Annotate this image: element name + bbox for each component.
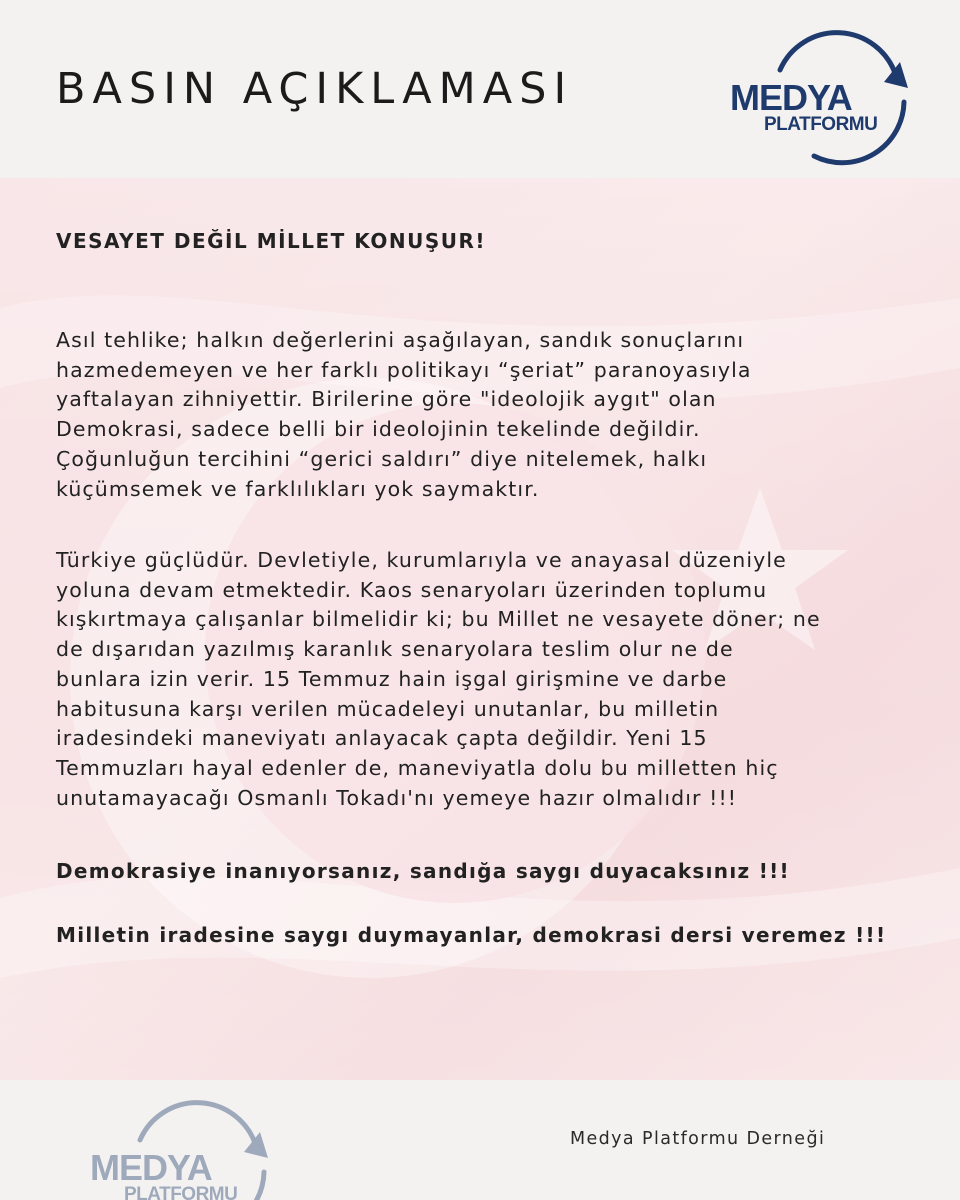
- press-release-body: [56, 226, 916, 947]
- organization-name: Medya Platformu Derneği: [570, 1129, 826, 1149]
- paragraph-line: Çoğunluğun tercihini “gerici saldırı” diye nitelemek, halkı: [56, 446, 708, 471]
- paragraph-line: kışkırtmaya çalışanlar bilmelidir ki; bu Millet ne vesayete döner; ne: [56, 607, 821, 632]
- statement-national-will: Milletin iradesine saygı duymayanlar, demokrasi dersi veremez !!!: [56, 923, 887, 947]
- paragraph-1: [56, 326, 916, 504]
- paragraph-line: Türkiye güçlüdür. Devletiyle, kurumlarıyla ve anayasal düzeniyle: [56, 548, 787, 572]
- circular-arrow-icon: [722, 30, 918, 170]
- footer-logo-line1: MEDYA: [90, 1147, 212, 1188]
- footer-logo-line2: PLATFORMU: [124, 1184, 238, 1200]
- medya-platformu-logo: [722, 30, 918, 170]
- paragraph-line: bunlara izin verir. 15 Temmuz hain işgal girişmine ve darbe: [56, 666, 728, 691]
- footer: [0, 1080, 960, 1200]
- paragraph-line: yaftalayan zihniyettir. Birilerine göre "ideolojik aygıt" olan: [56, 387, 717, 412]
- statement-democracy: Demokrasiye inanıyorsanız, sandığa saygı duyacaksınız !!!: [56, 859, 790, 883]
- paragraph-line: küçümsemek ve farklılıkları yok saymaktır.: [56, 476, 540, 501]
- paragraph-line: de dışarıdan yazılmış karanlık senaryolara teslim olur ne de: [56, 637, 734, 662]
- paragraph-line: unutamayacağı Osmanlı Tokadı'nı yemeye hazır olmalıdır !!!: [56, 785, 738, 810]
- paragraph-line: Temmuzları hayal edenler de, maneviyatla dolu bu milletten hiç: [56, 755, 779, 780]
- circular-arrow-icon: [80, 1100, 280, 1200]
- logo-line2: PLATFORMU: [764, 114, 878, 135]
- medya-platformu-footer-logo: [80, 1100, 280, 1200]
- header: [0, 0, 960, 178]
- logo-line1: MEDYA: [730, 77, 852, 118]
- paragraph-line: habitusuna karşı verilen mücadeleyi unutanlar, bu milletin: [56, 696, 720, 721]
- paragraph-line: hazmedemeyen ve her farklı politikayı “şeriat” paranoyasıyla: [56, 357, 752, 382]
- paragraph-2: [56, 546, 916, 813]
- paragraph-line: Demokrasi, sadece belli bir ideolojinin tekelinde değildir.: [56, 417, 701, 442]
- paragraph-line: Asıl tehlike; halkın değerlerini aşağılayan, sandık sonuçlarını: [56, 328, 745, 352]
- paragraph-line: iradesindeki maneviyatı anlayacak çapta değildir. Yeni 15: [56, 726, 708, 751]
- headline: VESAYET DEĞİL MİLLET KONUŞUR!: [56, 229, 487, 253]
- page-title: BASIN AÇIKLAMASI: [56, 64, 574, 114]
- paragraph-line: yoluna devam etmektedir. Kaos senaryoları üzerinden toplumu: [56, 577, 768, 602]
